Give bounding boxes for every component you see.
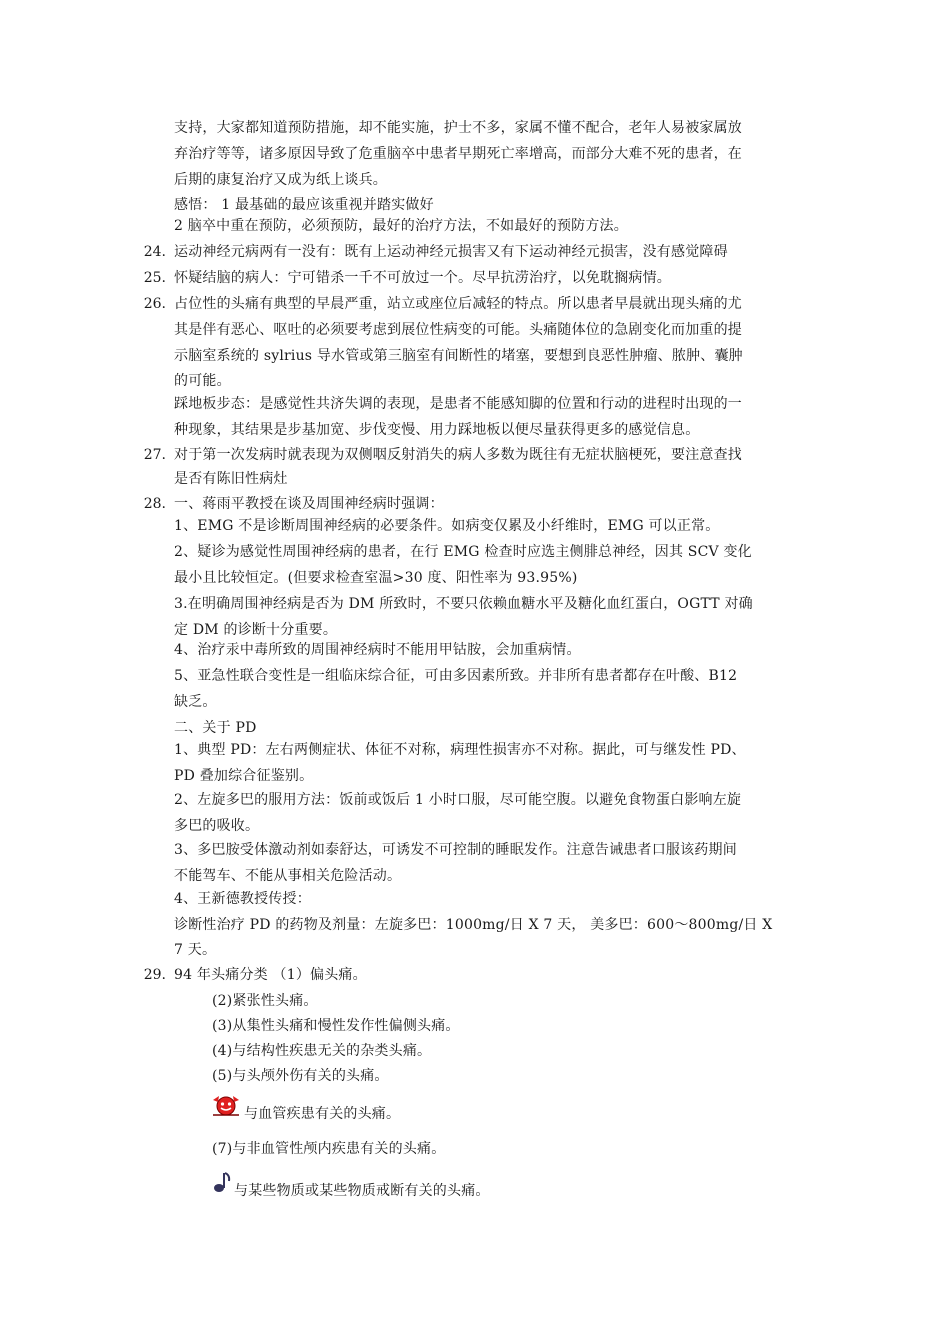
paragraph-line: 1、典型 PD：左右两侧症状、体征不对称，病理性损害亦不对称。据此，可与继发性 PD、	[174, 742, 746, 758]
paragraph-line: 多巴的吸收。	[174, 818, 260, 834]
paragraph-line: 与血管疾患有关的头痛。	[244, 1106, 401, 1122]
paragraph-line: 2、疑诊为感觉性周围神经病的患者，在行 EMG 检查时应选主侧腓总神经，因其 SCV 变化	[174, 544, 752, 560]
paragraph-line: (4)与结构性疾患无关的杂类头痛。	[212, 1043, 432, 1059]
paragraph-line: 后期的康复治疗又成为纸上谈兵。	[174, 172, 387, 188]
list-number: 25.	[143, 270, 166, 286]
paragraph-line: (5)与头颅外伤有关的头痛。	[212, 1068, 389, 1084]
list-number: 29.	[143, 967, 166, 983]
paragraph-line: 与某些物质或某些物质戒断有关的头痛。	[234, 1183, 490, 1199]
paragraph-line: 示脑室系统的 sylrius 导水管或第三脑室有间断性的堵塞，要想到良恶性肿瘤、脓肿、囊肿	[174, 348, 743, 364]
section-heading: 二、关于 PD	[174, 720, 257, 736]
paragraph-line: 4、王新德教授传授：	[174, 891, 311, 907]
paragraph-line: 4、治疗汞中毒所致的周围神经病时不能用甲钴胺，会加重病情。	[174, 642, 581, 658]
paragraph-line: 3、多巴胺受体激动剂如泰舒达，可诱发不可控制的睡眠发作。注意告诫患者口服该药期间	[174, 842, 737, 858]
paragraph-line: 2 脑卒中重在预防，必须预防，最好的治疗方法，不如最好的预防方法。	[174, 218, 628, 234]
list-number: 28.	[143, 496, 166, 512]
paragraph-line: (3)从集性头痛和慢性发作性偏侧头痛。	[212, 1018, 460, 1034]
list-number: 26.	[143, 296, 166, 312]
paragraph-line: 2、左旋多巴的服用方法：饭前或饭后 1 小时口服，尽可能空腹。以避免食物蛋白影响左旋	[174, 792, 742, 808]
paragraph-line: (7)与非血管性颅内疾患有关的头痛。	[212, 1141, 446, 1157]
list-number: 27.	[143, 447, 166, 463]
paragraph-line: 诊断性治疗 PD 的药物及剂量：左旋多巴：1000mg/日 X 7 天， 美多巴：600～800mg/日 X	[174, 917, 773, 933]
paragraph-line: 不能驾车、不能从事相关危险活动。	[174, 868, 402, 884]
paragraph-line: 1、EMG 不是诊断周围神经病的必要条件。如病变仅累及小纤维时，EMG 可以正常。	[174, 518, 720, 534]
paragraph-line: 5、亚急性联合变性是一组临床综合征，可由多因素所致。并非所有患者都存在叶酸、B12	[174, 668, 738, 684]
paragraph-line: 弃治疗等等，诸多原因导致了危重脑卒中患者早期死亡率增高，而部分大难不死的患者，在	[174, 146, 742, 162]
paragraph-line: 7 天。	[174, 942, 217, 958]
paragraph-line: 支持，大家都知道预防措施，却不能实施，护士不多，家属不懂不配合，老年人易被家属放	[174, 120, 742, 136]
paragraph-line: 是否有陈旧性病灶	[174, 471, 288, 487]
paragraph-line: 踩地板步态：是感觉性共济失调的表现，是患者不能感知脚的位置和行动的进程时出现的一	[174, 396, 742, 412]
paragraph-line: 缺乏。	[174, 694, 217, 710]
list-item: 对于第一次发病时就表现为双侧咽反射消失的病人多数为既往有无症状脑梗死，要注意查找	[174, 447, 742, 463]
list-item: 94 年头痛分类 （1）偏头痛。	[174, 967, 367, 983]
paragraph-line: 最小且比较恒定。(但要求检查室温>30 度、阳性率为 93.95%)	[174, 570, 578, 586]
list-item: 一、蒋雨平教授在谈及周围神经病时强调：	[174, 496, 444, 512]
paragraph-line: 3.在明确周围神经病是否为 DM 所致时，不要只依赖血糖水平及糖化血红蛋白，OGTT 对确	[174, 596, 753, 612]
paragraph-line: 定 DM 的诊断十分重要。	[174, 622, 338, 638]
paragraph-line: 其是伴有恶心、呕吐的必须要考虑到展位性病变的可能。头痛随体位的急剧变化而加重的提	[174, 322, 742, 338]
list-item: 运动神经元病两有一没有：既有上运动神经元损害又有下运动神经元损害，没有感觉障碍	[174, 244, 728, 260]
list-number: 24.	[143, 244, 166, 260]
paragraph-line: 种现象，其结果是步基加宽、步伐变慢、用力踩地板以便尽量获得更多的感觉信息。	[174, 422, 700, 438]
paragraph-line: (2)紧张性头痛。	[212, 993, 318, 1009]
red-devil-emoticon-icon	[210, 1094, 242, 1118]
music-note-icon	[212, 1170, 232, 1194]
paragraph-line: 的可能。	[174, 373, 231, 389]
list-item: 占位性的头痛有典型的早晨严重，站立或座位后减轻的特点。所以患者早晨就出现头痛的尤	[174, 296, 742, 312]
paragraph-line: 感悟： 1 最基础的最应该重视并踏实做好	[174, 197, 434, 213]
paragraph-line: PD 叠加综合征鉴别。	[174, 768, 314, 784]
list-item: 怀疑结脑的病人：宁可错杀一千不可放过一个。尽早抗涝治疗，以免耽搁病情。	[174, 270, 671, 286]
